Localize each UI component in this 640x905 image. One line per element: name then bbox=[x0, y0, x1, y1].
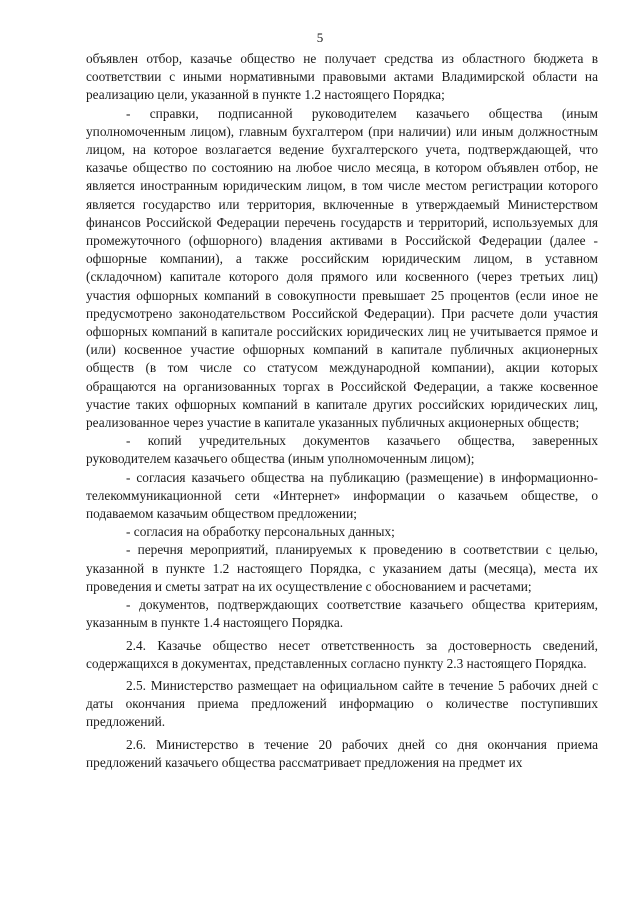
paragraph-offshore-certificate: - справки, подписанной руководителем казачьего общества (иным уполномоченным лицом), главным бухгалтером (при наличии) или иным должностным лицом, на которое возлагается ведение бухгалтерского учета, подтверждающей, что казачье общество по состоянию на любое число месяца, в котором объявлен отбор, не является иностранным юридическим лицом, в том числе местом регистрации которого является государство или территория, включенные в утверждаемый Министерством финансов Российской Федерации перечень государств и территорий, используемых для промежуточного (офшорного) владения активами в Российской Федерации (далее - офшорные компании), а также российским юридическим лицом, в уставном (складочном) капитале которого доля прямого или косвенного (через третьих лиц) участия офшорных компаний в совокупности превышает 25 процентов (если иное не предусмотрено законодательством Российской Федерации). При расчете доли участия офшорных компаний в капитале российских юридических лиц не учитывается прямое и (или) косвенное участие офшорных компаний в капитале публичных акционерных обществ (в том числе со статусом международной компании), акции которых обращаются на организованных торгах в Российской Федерации, а также косвенное участие таких офшорных компаний в капитале других российских юридических лиц, реализованное через участие в капитале указанных публичных акционерных обществ; bbox=[86, 105, 598, 431]
paragraph-publication-consent: - согласия казачьего общества на публикацию (размещение) в информационно-телекоммуникационной сети «Интернет» информации о казачьем обществе, о подаваемом казачьим обществом предложении; bbox=[86, 469, 598, 522]
page-number: 5 bbox=[316, 30, 324, 45]
document-body bbox=[86, 50, 598, 772]
paragraph-continuation: объявлен отбор, казачье общество не получает средства из областного бюджета в соответствии с иными нормативными правовыми актами Владимирской области на реализацию цели, указанной в пункте 1.2 настоящего Порядка; bbox=[86, 51, 598, 103]
paragraph-events-list: - перечня мероприятий, планируемых к проведению в соответствии с целью, указанной в пункте 1.2 настоящего Порядка, с указанием даты (месяца), места их проведения и сметы затрат на их осуществление с обоснованием и расчетами; bbox=[86, 542, 598, 594]
paragraph-personal-data-consent: - согласия на обработку персональных данных; bbox=[126, 524, 395, 540]
paragraph-founding-documents: - копий учредительных документов казачьего общества, заверенных руководителем казачьего общества (иным уполномоченным лицом); bbox=[86, 433, 598, 467]
paragraph-2-4: 2.4. Казачье общество несет ответственность за достоверность сведений, содержащихся в документах, представленных согласно пункту 2.3 настоящего Порядка. bbox=[86, 637, 598, 671]
paragraph-2-6: 2.6. Министерство в течение 20 рабочих дней со дня окончания приема предложений казачьего общества рассматривает предложения на предмет их bbox=[86, 736, 598, 770]
paragraph-2-5: 2.5. Министерство размещает на официальном сайте в течение 5 рабочих дней с даты окончания приема предложений информацию о количестве поступивших предложений. bbox=[86, 677, 598, 730]
paragraph-criteria-documents: - документов, подтверждающих соответствие казачьего общества критериям, указанным в пункте 1.4 настоящего Порядка. bbox=[86, 597, 598, 631]
